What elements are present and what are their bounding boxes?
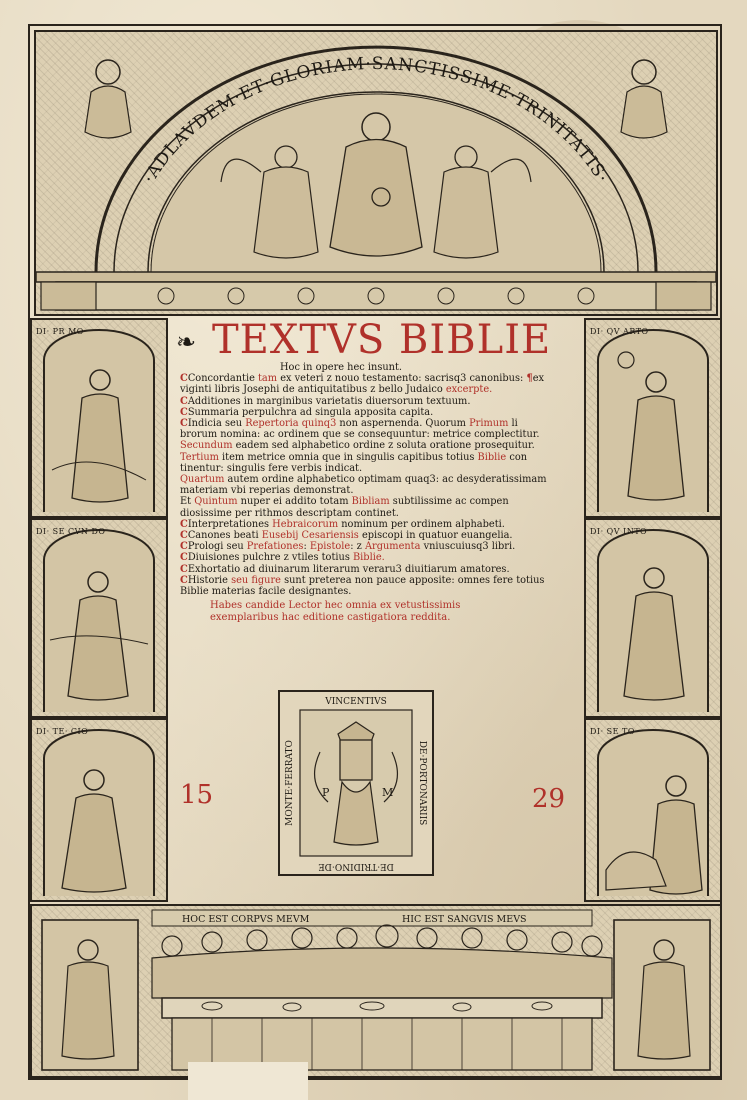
- contents-text: Biblie: [477, 451, 507, 463]
- contents-text: Concordantie: [187, 373, 258, 385]
- last-supper-woodcut: [30, 904, 722, 1078]
- main-title: TEXTVS BIBLIE: [212, 317, 552, 363]
- contents-text: episcopi in quatuor euangelia.: [358, 530, 513, 542]
- contents-text: : z: [350, 541, 365, 553]
- panel-label: DI· TE· CIO: [36, 727, 89, 736]
- contents-text: Exhortatio ad diuinarum literarum veraru3 diuitiarum amatores.: [187, 563, 510, 575]
- left-panel-tercio: [30, 718, 168, 902]
- contents-text: Et: [180, 496, 195, 508]
- panel-label: DI· QV INTO: [590, 527, 648, 536]
- contents-text: Hebraicorum: [272, 518, 339, 530]
- right-panel-sexto: [584, 718, 722, 902]
- closing-line: exemplaribus hac editione castigatiora reddita.: [210, 612, 451, 624]
- printer-name-top: VINCENTIVS: [325, 697, 387, 707]
- paragraph-mark: C: [180, 563, 188, 575]
- left-panel-secundo: [30, 518, 168, 718]
- contents-text: tam: [258, 373, 278, 385]
- contents-line: [180, 362, 580, 373]
- paragraph-mark: C: [180, 418, 188, 430]
- fleuron-icon: ❧: [176, 328, 197, 356]
- contents-line: [180, 463, 580, 474]
- contents-text: Secundum: [180, 440, 233, 452]
- contents-text: subtilissime ac compen: [389, 496, 509, 508]
- paragraph-mark: C: [180, 406, 188, 418]
- printer-name-right: DE·PORTONARIIS: [417, 740, 427, 826]
- contents-text: Historie: [187, 574, 232, 586]
- contents-text: Summaria perpulchra ad singula apposita capita.: [187, 406, 434, 418]
- contents-text: Epistole: [309, 541, 351, 553]
- contents-text: item metrice omnia que in singulis capitibus totius: [218, 451, 478, 463]
- contents-text: ex veteri z nouo testamento: sacrisq3 canonibus:: [277, 373, 527, 385]
- panel-label: DI· SE CVN DO: [36, 527, 106, 536]
- contents-text: brorum nomina: ac ordinem que se consequuntur: metrice complectitur.: [180, 429, 540, 441]
- contents-line: [180, 519, 580, 530]
- panel-label: DI· SE TO: [590, 727, 635, 736]
- paragraph-mark: C: [180, 552, 188, 564]
- paragraph-mark: C: [180, 541, 188, 553]
- title-block: [172, 318, 584, 698]
- contents-line: [180, 541, 580, 552]
- contents-line: [180, 373, 580, 384]
- contents-text: Tertium: [180, 451, 219, 463]
- paragraph-mark: ¶: [526, 373, 533, 385]
- contents-line: [180, 508, 580, 519]
- contents-text: diosissime per rithmos descriptam continet.: [180, 507, 399, 519]
- contents-text: non aspernenda. Quorum: [336, 418, 470, 430]
- year-right: 29: [532, 784, 566, 814]
- left-panel-primo: [30, 318, 168, 518]
- closing-note: [180, 600, 580, 624]
- contents-line: [180, 575, 580, 586]
- contents-line: [180, 496, 580, 507]
- contents-text: tinentur: singulis fere verbis indicat.: [180, 462, 363, 474]
- arch-illustration: [36, 32, 716, 314]
- contents-text: vniuscuiusq3 libri.: [420, 541, 516, 553]
- printer-initial-right: M: [382, 786, 394, 799]
- contents-list: [180, 362, 580, 624]
- printer-initial-left: P: [322, 786, 330, 799]
- contents-text: Quintum: [194, 496, 238, 508]
- contents-text: Interpretationes: [187, 518, 273, 530]
- contents-text: autem ordine alphabetico optimam quaq3: ac desyderatissimam: [224, 474, 547, 486]
- torn-paper: [188, 1062, 308, 1100]
- contents-line: [180, 440, 580, 451]
- contents-line: [180, 396, 580, 407]
- printer-mark: [278, 690, 434, 876]
- contents-line: [180, 586, 580, 597]
- banner-right: HIC EST SANGVIS MEVS: [402, 914, 527, 925]
- contents-text: Prefationes: [246, 541, 304, 553]
- contents-text: li: [508, 418, 518, 430]
- contents-text: nominum per ordinem alphabeti.: [338, 518, 505, 530]
- contents-text: Bibliam: [351, 496, 390, 508]
- printer-name-left: MONTE·FERRATO: [285, 740, 295, 826]
- contents-line: [180, 429, 580, 440]
- contents-text: Argumenta: [364, 541, 421, 553]
- panel-label: DI· QV ARTO: [590, 327, 649, 336]
- contents-text: Hoc in opere hec insunt.: [280, 362, 403, 373]
- contents-line: [180, 452, 580, 463]
- contents-text: seu figure: [231, 574, 281, 586]
- arch-woodcut: [34, 30, 718, 316]
- svg-text:VINCENTIVS: [324, 697, 387, 707]
- contents-text: Prologi seu: [187, 541, 247, 553]
- contents-line: [180, 407, 580, 418]
- contents-text: eadem sed alphabetico ordine z soluta oratione prosequitur.: [232, 440, 535, 452]
- contents-text: Canones beati: [187, 530, 262, 542]
- contents-text: sunt preterea non pauce apposite: omnes fere totius: [280, 574, 545, 586]
- contents-line: [180, 530, 580, 541]
- contents-line: [180, 418, 580, 429]
- panel-label: DI· PR MO: [36, 327, 84, 336]
- contents-text: Eusebij Cesariensis: [261, 530, 359, 542]
- contents-text: Quartum: [180, 474, 225, 486]
- contents-text: Indicia seu: [187, 418, 246, 430]
- paragraph-mark: C: [180, 518, 188, 530]
- contents-text: con: [506, 451, 528, 463]
- svg-text:MONTE·FERRATO: [285, 740, 295, 826]
- right-panel-quinto: [584, 518, 722, 718]
- contents-text: Diuisiones pulchre z vtiles totius: [187, 552, 353, 564]
- paragraph-mark: C: [180, 530, 188, 542]
- svg-text:DE·PORTONARIIS: [417, 741, 427, 826]
- arch-inscription: ·ADLAVDEM·ET·GLORIAM·SANCTISSIME·TRINITATIS·: [139, 54, 613, 187]
- contents-text: :: [303, 541, 310, 553]
- contents-line: [180, 474, 580, 485]
- paragraph-mark: C: [180, 395, 188, 407]
- contents-text: Biblie materias facile designantes.: [180, 586, 352, 598]
- contents-text: viginti libris Josephi de antiquitatibus z bello Judaico: [180, 384, 446, 396]
- contents-line: [180, 485, 580, 496]
- year-left: 15: [180, 780, 214, 810]
- paragraph-mark: C: [180, 373, 188, 385]
- contents-line: [180, 564, 580, 575]
- banner-left: HOC EST CORPVS MEVM: [182, 914, 310, 925]
- contents-text: ex: [532, 373, 545, 385]
- right-panel-quarto: [584, 318, 722, 518]
- contents-text: Primum: [469, 418, 509, 430]
- contents-line: [180, 384, 580, 395]
- contents-line: [180, 552, 580, 563]
- closing-line: Habes candide Lector hec omnia ex vetustissimis: [210, 600, 461, 612]
- contents-text: Biblie.: [352, 552, 385, 564]
- contents-text: Additiones in marginibus varietatis diuersorum textuum.: [187, 395, 471, 407]
- contents-text: nuper ei addito totam: [237, 496, 352, 508]
- contents-text: excerpte.: [445, 384, 493, 396]
- svg-text:DE·TRIDINO·DE: [318, 861, 394, 871]
- contents-text: Repertoria quinq3: [245, 418, 337, 430]
- contents-text: materiam vbi reperias demonstrat.: [180, 485, 354, 497]
- paragraph-mark: C: [180, 574, 188, 586]
- printer-name-bottom: DE·TRIDINO·DE: [318, 861, 394, 871]
